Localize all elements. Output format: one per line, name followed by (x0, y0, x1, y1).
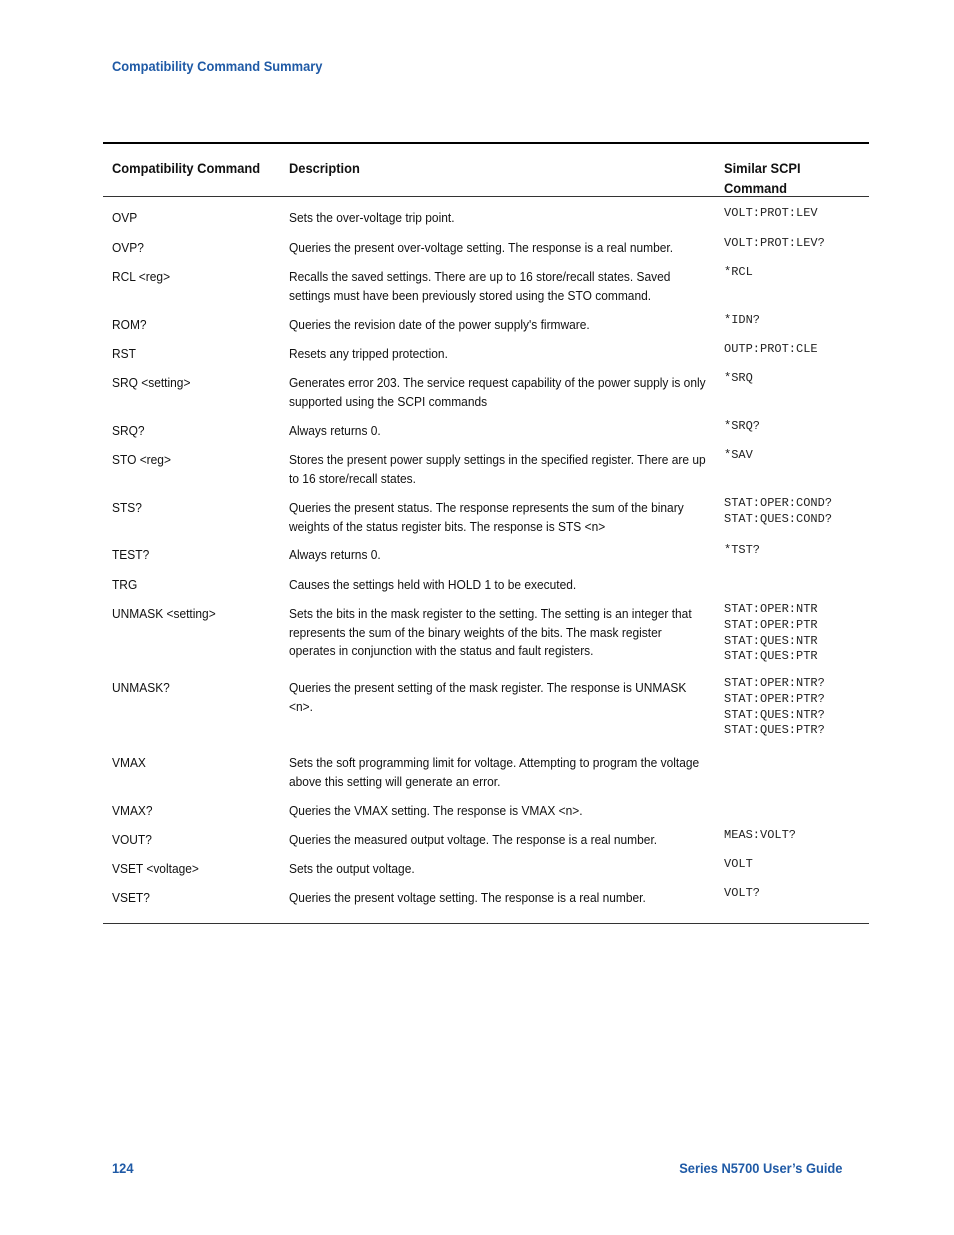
command-cell: UNMASK <setting> (112, 606, 216, 621)
description-cell: Always returns 0. (289, 423, 381, 438)
table-header-rule (103, 196, 869, 197)
command-cell: STO <reg> (112, 452, 171, 467)
description-cell: Sets the output voltage. (289, 861, 415, 876)
description-cell: Sets the soft programming limit for voltage. Attempting to program the voltage above this setting will generate an error. (289, 755, 700, 789)
section-title: Compatibility Command Summary (112, 58, 323, 74)
description-cell: Generates error 203. The service request capability of the power supply is only supported using the SCPI commands (289, 375, 706, 409)
scpi-cell: STAT:OPER:NTR? STAT:OPER:PTR? STAT:QUES:NTR? STAT:QUES:PTR? (724, 676, 825, 738)
scpi-cell: *SRQ (724, 371, 753, 385)
scpi-cell: MEAS:VOLT? (724, 828, 797, 842)
description-cell: Stores the present power supply settings in the specified register. There are up to 16 store/recall states. (289, 452, 706, 486)
table-top-rule (103, 142, 869, 144)
command-cell: SRQ <setting> (112, 375, 191, 390)
description-cell: Queries the present setting of the mask register. The response is UNMASK <n>. (289, 680, 687, 714)
command-cell: VSET <voltage> (112, 861, 199, 876)
command-cell: VMAX? (112, 803, 153, 818)
command-cell: VMAX (112, 755, 146, 770)
description-cell: Queries the measured output voltage. The response is a real number. (289, 832, 658, 847)
column-header-scpi: Similar SCPI Command (724, 160, 801, 196)
scpi-cell: *TST? (724, 543, 761, 557)
scpi-cell: STAT:OPER:NTR STAT:OPER:PTR STAT:QUES:NTR STAT:QUES:PTR (724, 602, 818, 664)
description-cell: Queries the present voltage setting. The response is a real number. (289, 890, 646, 905)
description-cell: Queries the present status. The response represents the sum of the binary weights of the status register bits. The response is STS <n> (289, 500, 684, 534)
scpi-cell: *SAV (724, 448, 753, 462)
command-cell: ROM? (112, 317, 147, 332)
description-cell: Resets any tripped protection. (289, 346, 448, 361)
command-cell: RST (112, 346, 136, 361)
description-cell: Recalls the saved settings. There are up to 16 store/recall states. Saved settings must have been previously stored using the STO command. (289, 269, 671, 303)
description-cell: Sets the over-voltage trip point. (289, 210, 455, 225)
scpi-cell: VOLT? (724, 886, 761, 900)
command-cell: OVP? (112, 240, 144, 255)
scpi-cell: *IDN? (724, 313, 761, 327)
command-cell: TEST? (112, 547, 150, 562)
command-cell: VSET? (112, 890, 150, 905)
command-cell: STS? (112, 500, 142, 515)
scpi-cell: VOLT (724, 857, 753, 871)
guide-title: Series N5700 User’s Guide (678, 1160, 842, 1176)
description-cell: Queries the VMAX setting. The response is VMAX <n>. (289, 803, 583, 818)
column-header-description: Description (289, 160, 360, 176)
command-cell: VOUT? (112, 832, 152, 847)
scpi-cell: VOLT:PROT:LEV? (724, 236, 825, 250)
command-cell: SRQ? (112, 423, 145, 438)
command-cell: OVP (112, 210, 138, 225)
description-cell: Sets the bits in the mask register to the setting. The setting is an integer that represents the sum of the binary weights of the bits. The mask register operates in conjunction with the status and fault registers. (289, 606, 692, 658)
command-cell: RCL <reg> (112, 269, 171, 284)
description-cell: Queries the present over-voltage setting. The response is a real number. (289, 240, 674, 255)
table-bottom-rule (103, 923, 869, 924)
command-cell: TRG (112, 577, 138, 592)
scpi-cell: *RCL (724, 265, 753, 279)
scpi-cell: OUTP:PROT:CLE (724, 342, 818, 356)
description-cell: Always returns 0. (289, 547, 381, 562)
scpi-cell: *SRQ? (724, 419, 761, 433)
column-header-command: Compatibility Command (112, 160, 261, 176)
description-cell: Causes the settings held with HOLD 1 to be executed. (289, 577, 577, 592)
scpi-cell: STAT:OPER:COND? STAT:QUES:COND? (724, 496, 833, 526)
page-number: 124 (112, 1160, 134, 1176)
description-cell: Queries the revision date of the power supply's firmware. (289, 317, 590, 332)
command-cell: UNMASK? (112, 680, 170, 695)
scpi-cell: VOLT:PROT:LEV (724, 206, 818, 220)
